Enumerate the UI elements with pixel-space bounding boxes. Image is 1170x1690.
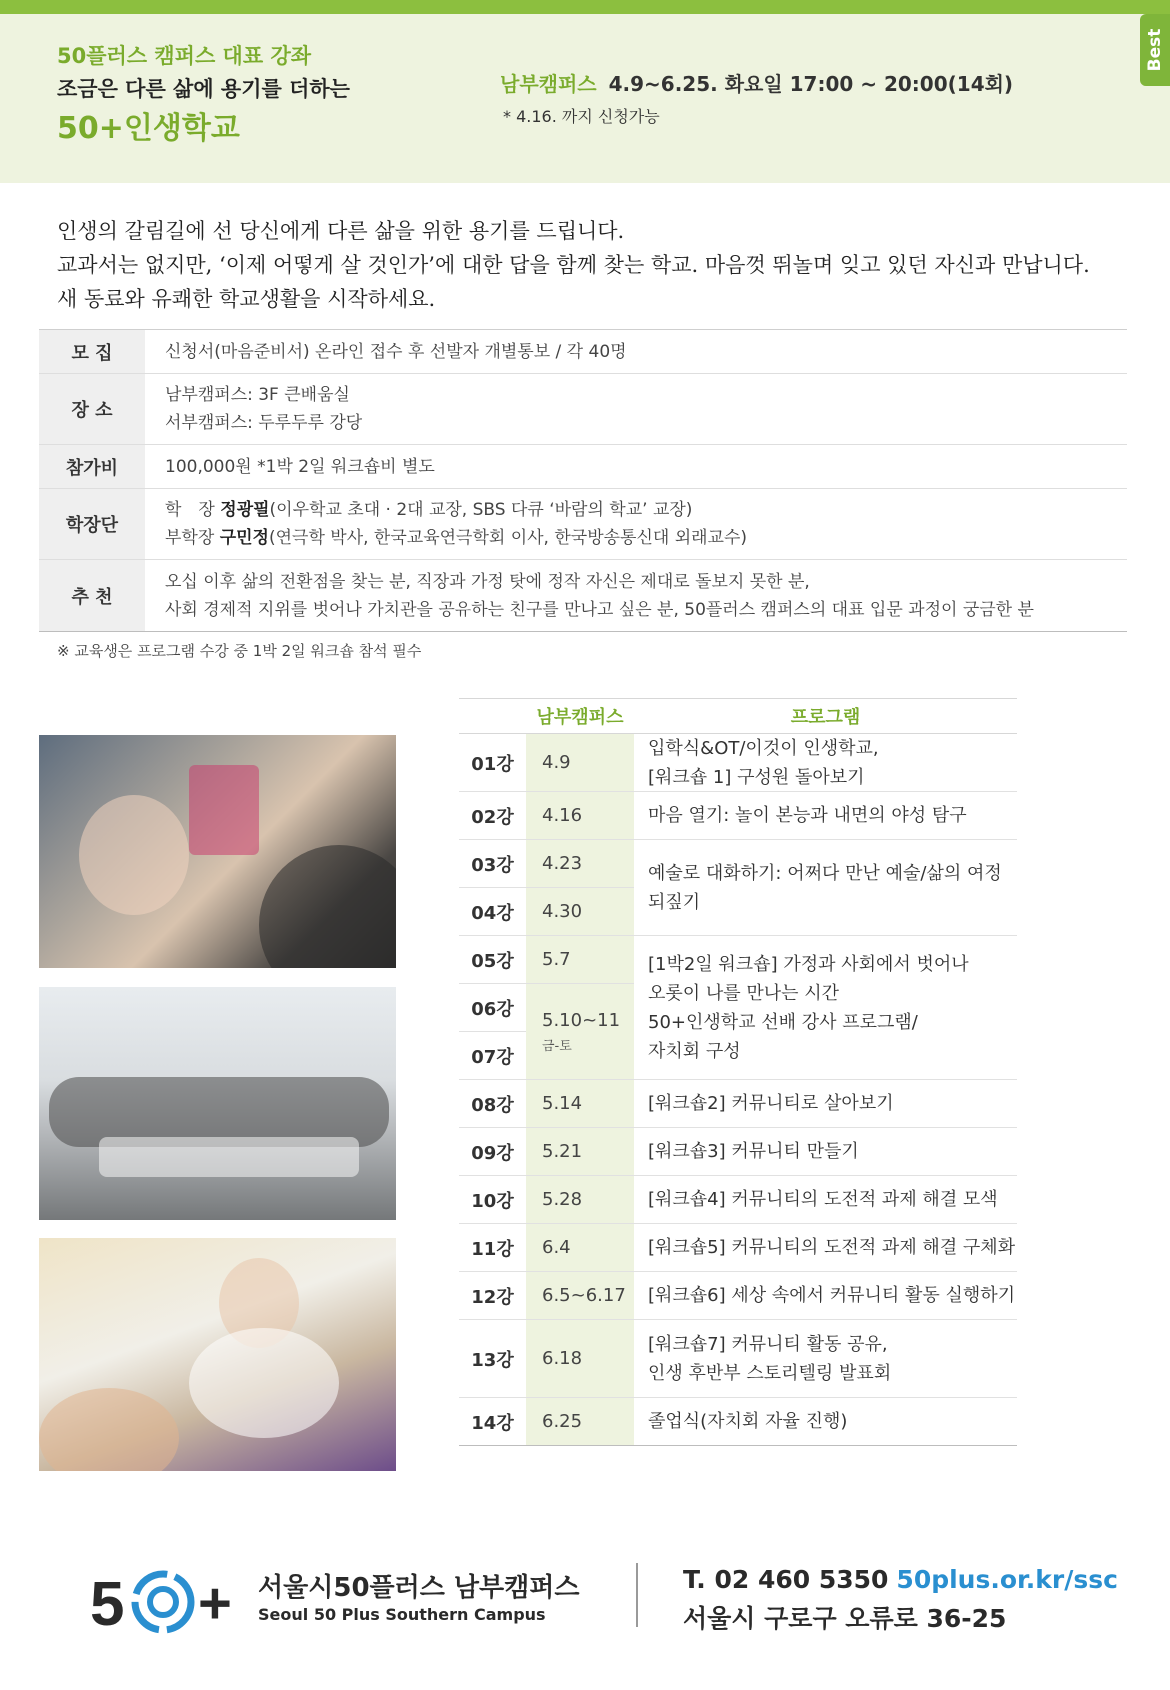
lecture-number: 05강 (459, 936, 526, 984)
contact-line (683, 1565, 1118, 1594)
lecture-number: 12강 (459, 1272, 526, 1320)
lecture-date: 5.7 (526, 936, 634, 984)
website-link[interactable]: 50plus.or.kr/ssc (896, 1565, 1118, 1594)
header-subtitle-2: 조금은 다른 삶에 용기를 더하는 (57, 77, 350, 101)
info-value: 100,000원 *1박 2일 워크숍비 별도 (165, 456, 435, 477)
header-subtitle-1: 50플러스 캠퍼스 대표 강좌 (57, 44, 312, 68)
best-badge: Best (1140, 14, 1170, 86)
lecture-date: 4.16 (526, 792, 634, 840)
lecture-program: 마음 열기: 놀이 본능과 내면의 야성 탐구 (634, 792, 1017, 840)
campus-name-english: Seoul 50 Plus Southern Campus (258, 1605, 546, 1624)
lecture-number: 02강 (459, 792, 526, 840)
lecture-program: [워크숍3] 커뮤니티 만들기 (634, 1128, 1017, 1176)
lecture-number: 09강 (459, 1128, 526, 1176)
top-accent-bar (0, 0, 1170, 14)
dean-name: 정광필 (220, 500, 270, 520)
lecture-program: 졸업식(자치회 자율 진행) (634, 1398, 1017, 1446)
lecture-program: [워크숍2] 커뮤니티로 살아보기 (634, 1080, 1017, 1128)
info-row-recommend (39, 560, 1127, 632)
info-label: 학장단 (39, 489, 147, 559)
photo-classroom (39, 987, 396, 1220)
lecture-number: 07강 (459, 1032, 526, 1080)
logo-five: 5 (90, 1570, 125, 1639)
lecture-number: 14강 (459, 1398, 526, 1446)
lecture-program: 입학식&OT/이것이 인생학교, [워크숍 1] 구성원 돌아보기 (634, 734, 1017, 792)
lecture-program-merged: [1박2일 워크숍] 가정과 사회에서 벗어나 오롯이 나를 만나는 시간 50+인생학교 선배 강사 프로그램/ 자치회 구성 (634, 936, 1017, 1080)
lecture-date: 6.25 (526, 1398, 634, 1446)
lecture-number: 01강 (459, 734, 526, 792)
lecture-date: 6.18 (526, 1320, 634, 1398)
lecture-program: [워크숍4] 커뮤니티의 도전적 과제 해결 모색 (634, 1176, 1017, 1224)
lecture-program: [워크숍7] 커뮤니티 활동 공유, 인생 후반부 스토리텔링 발표회 (634, 1320, 1017, 1398)
lecture-date: 6.5~6.17 (526, 1272, 634, 1320)
lecture-date: 5.14 (526, 1080, 634, 1128)
info-row-recruit (39, 330, 1127, 374)
lecture-date: 5.21 (526, 1128, 634, 1176)
vice-dean-name: 구민정 (219, 528, 269, 548)
lecture-number: 13강 (459, 1320, 526, 1398)
workshop-footnote: ※ 교육생은 프로그램 수강 중 1박 2일 워크숍 참석 필수 (57, 642, 422, 660)
footer-divider (636, 1563, 638, 1627)
intro-line-2: 교과서는 없지만, ‘이제 어떻게 살 것인가’에 대한 답을 함께 찾는 학교. 마음껏 뛰놀며 잊고 있던 자신과 만납니다. (57, 253, 1090, 277)
lecture-date: 5.28 (526, 1176, 634, 1224)
info-row-staff (39, 489, 1127, 560)
intro-line-1: 인생의 갈림길에 선 당신에게 다른 삶을 위한 용기를 드립니다. (57, 219, 625, 243)
lecture-date-merged: 5.10~11 금-토 (526, 984, 634, 1080)
lecture-number: 04강 (459, 888, 526, 936)
lecture-date: 4.9 (526, 734, 634, 792)
lecture-number: 08강 (459, 1080, 526, 1128)
column-header-program: 프로그램 (790, 707, 861, 728)
50plus-logo-icon (90, 1565, 240, 1639)
lecture-number: 10강 (459, 1176, 526, 1224)
page-title: 50+인생학교 (57, 111, 240, 146)
info-value: 학 장 정광필(이우학교 초대 · 2대 교장, SBS 다큐 ‘바람의 학교’ 교장) 부학장 구민정(연극학 박사, 한국교육연극학회 이사, 한국방송통신대 외래교수) (165, 500, 748, 548)
logo-plus: + (198, 1571, 232, 1636)
info-label: 추 천 (39, 560, 147, 631)
lecture-date: 4.23 (526, 840, 634, 888)
schedule-text: 4.9~6.25. 화요일 17:00 ~ 20:00(14회) (608, 72, 1014, 96)
campus-name: 남부캠퍼스 (500, 72, 597, 96)
info-value: 오십 이후 삶의 전환점을 찾는 분, 직장과 가정 탓에 정작 자신은 제대로 돌보지 못한 분, 사회 경제적 지위를 벗어나 가치관을 공유하는 친구를 만나고 싶은 분, 50플러스 캠퍼스의 대표 입문 과정이 궁금한 분 (165, 571, 1034, 620)
phone-number: T. 02 460 5350 (683, 1565, 889, 1594)
info-value: 신청서(마음준비서) 온라인 접수 후 선발자 개별통보 / 각 40명 (165, 341, 627, 362)
apply-deadline-note: * 4.16. 까지 신청가능 (503, 107, 660, 126)
address: 서울시 구로구 오류로 36-25 (683, 1604, 1007, 1633)
schedule-line (500, 68, 1013, 97)
intro-text (57, 214, 1090, 316)
info-table (39, 329, 1127, 632)
lecture-program: [워크숍5] 커뮤니티의 도전적 과제 해결 구체화 (634, 1224, 1017, 1272)
info-value: 남부캠퍼스: 3F 큰배움실 서부캠퍼스: 두루두루 강당 (165, 385, 363, 433)
info-label: 참가비 (39, 445, 147, 488)
lecture-program: [워크숍6] 세상 속에서 커뮤니티 활동 실행하기 (634, 1272, 1017, 1320)
program-schedule-table (459, 698, 1017, 1446)
campus-name-footer: 서울시50플러스 남부캠퍼스 (258, 1573, 580, 1603)
info-row-place (39, 374, 1127, 445)
lecture-date: 6.4 (526, 1224, 634, 1272)
column-header-campus: 남부캠퍼스 (536, 707, 624, 728)
lecture-program-merged: 예술로 대화하기: 어쩌다 만난 예술/삶의 여정 되짚기 (634, 840, 1017, 936)
lecture-date: 4.30 (526, 888, 634, 936)
info-row-fee (39, 445, 1127, 489)
program-grid (459, 734, 1017, 1446)
lecture-number: 11강 (459, 1224, 526, 1272)
photo-applause (39, 735, 396, 968)
photo-dance (39, 1238, 396, 1471)
lecture-number: 06강 (459, 984, 526, 1032)
intro-line-3: 새 동료와 유쾌한 학교생활을 시작하세요. (57, 287, 436, 311)
info-label: 장 소 (39, 374, 147, 444)
lecture-number: 03강 (459, 840, 526, 888)
program-table-header (459, 698, 1017, 734)
info-label: 모 집 (39, 330, 147, 373)
